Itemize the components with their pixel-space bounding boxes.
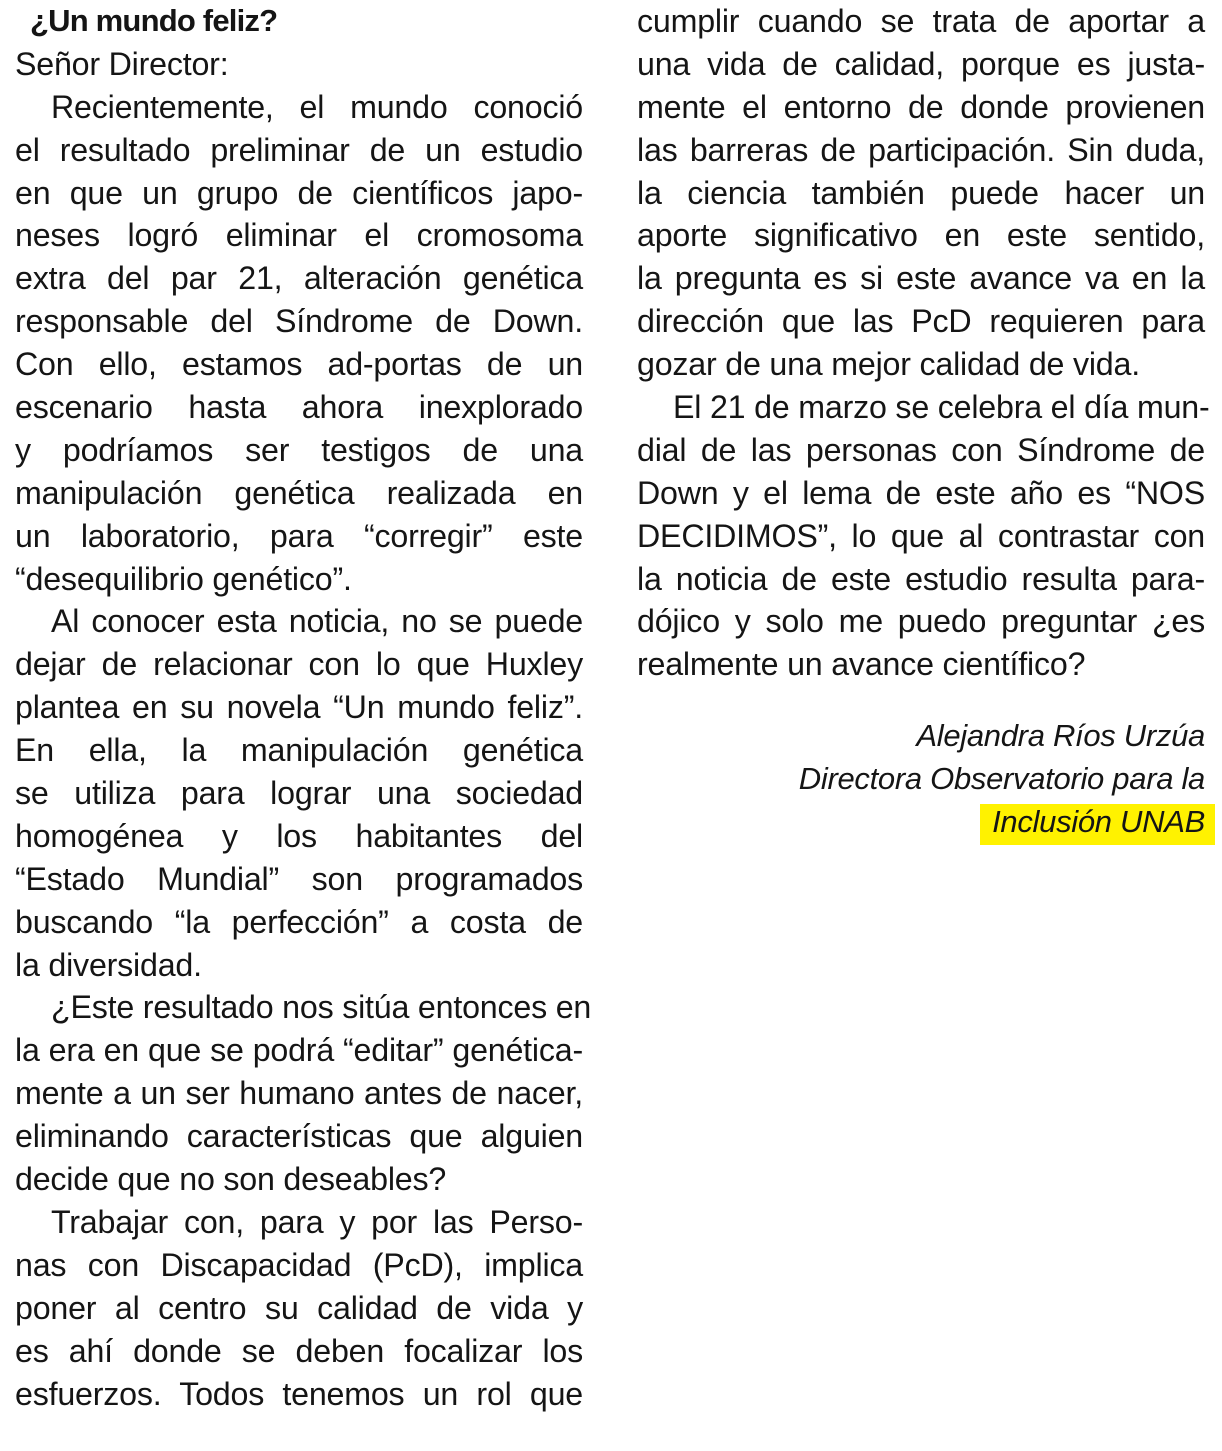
paragraph-4 [15,1201,583,1415]
text-line: cumplir cuando se trata de aportar a [637,3,1205,39]
signature-block [637,715,1205,844]
text-line: responsable del Síndrome de Down. [15,303,583,340]
text-line: Trabajar con, para y por las Perso- [51,1203,583,1240]
text-line: mente el entorno de donde provienen [637,88,1205,125]
right-column [637,0,1210,686]
text-line: dejar de relacionar con lo que Huxley [15,646,583,683]
text-line: las barreras de participación. Sin duda, [637,131,1205,168]
text-line: manipulación genética realizada en [15,474,583,511]
paragraph-4-continued [637,0,1205,386]
text-line: el resultado preliminar de un estudio [15,131,583,168]
text-line: dirección que las PcD requieren para [637,303,1205,340]
highlighted-institution: Inclusión UNAB [980,804,1215,845]
author-role: Directora Observatorio para la [798,760,1205,796]
text-line: la ciencia también puede hacer un [637,174,1205,211]
text-line: El 21 de marzo se celebra el día mun- [673,389,1210,426]
letter-title: ¿Un mundo feliz? [30,3,278,38]
text-line: dial de las personas con Síndrome de [637,431,1205,468]
text-line: en que un grupo de científicos japo- [15,174,583,211]
text-line: nas con Discapacidad (PcD), implica [15,1246,583,1283]
text-line: es ahí donde se deben focalizar los [15,1332,583,1369]
text-line: se utiliza para lograr una sociedad [15,775,583,812]
text-line: la diversidad. [15,946,202,983]
text-line: dójico y solo me puedo preguntar ¿es [637,603,1205,640]
salutation: Señor Director: [15,45,229,82]
text-line: Down y el lema de este año es “NOS [637,474,1205,511]
paragraph-2 [15,600,583,986]
text-line: decide que no son deseables? [15,1161,447,1198]
text-line: “desequilibrio genético”. [15,560,352,597]
text-line: Recientemente, el mundo conoció [51,88,583,125]
text-line: mente a un ser humano antes de nacer, [15,1075,583,1112]
text-line: la pregunta es si este avance va en la [637,260,1205,297]
text-line: escenario hasta ahora inexplorado [15,389,583,426]
text-line: la era en que se podrá “editar” genética- [15,1032,583,1069]
text-line: y podríamos ser testigos de una [15,431,583,468]
author-institution-line [637,801,1205,844]
text-line: un laboratorio, para “corregir” este [15,517,583,554]
text-line: homogénea y los habitantes del [15,817,583,854]
text-line: una vida de calidad, porque es justa- [637,45,1205,82]
text-line: neses logró eliminar el cromosoma [15,217,583,254]
text-line: Con ello, estamos ad-portas de un [15,346,583,383]
text-line: esfuerzos. Todos tenemos un rol que [15,1375,583,1412]
left-column [15,0,592,1415]
text-line: DECIDIMOS”, lo que al contrastar con [637,517,1205,554]
text-line: extra del par 21, alteración genética [15,260,583,297]
text-line: “Estado Mundial” son programados [15,860,583,897]
text-line: aporte significativo en este sentido, [637,217,1205,254]
text-line: ¿Este resultado nos sitúa entonces en [51,989,592,1026]
text-line: En ella, la manipulación genética [15,732,583,769]
text-line: realmente un avance científico? [637,646,1086,683]
text-line: gozar de una mejor calidad de vida. [637,346,1140,383]
text-line: poner al centro su calidad de vida y [15,1289,583,1326]
text-line: plantea en su novela “Un mundo feliz”. [15,689,583,726]
text-line: eliminando características que alguien [15,1118,583,1155]
paragraph-3 [15,986,592,1200]
paragraph-5 [637,386,1210,686]
paragraph-1 [15,86,583,601]
text-line: buscando “la perfección” a costa de [15,903,583,940]
text-line: la noticia de este estudio resulta para- [637,560,1205,597]
author-name: Alejandra Ríos Urzúa [916,718,1205,753]
text-line: Al conocer esta noticia, no se puede [51,603,583,640]
